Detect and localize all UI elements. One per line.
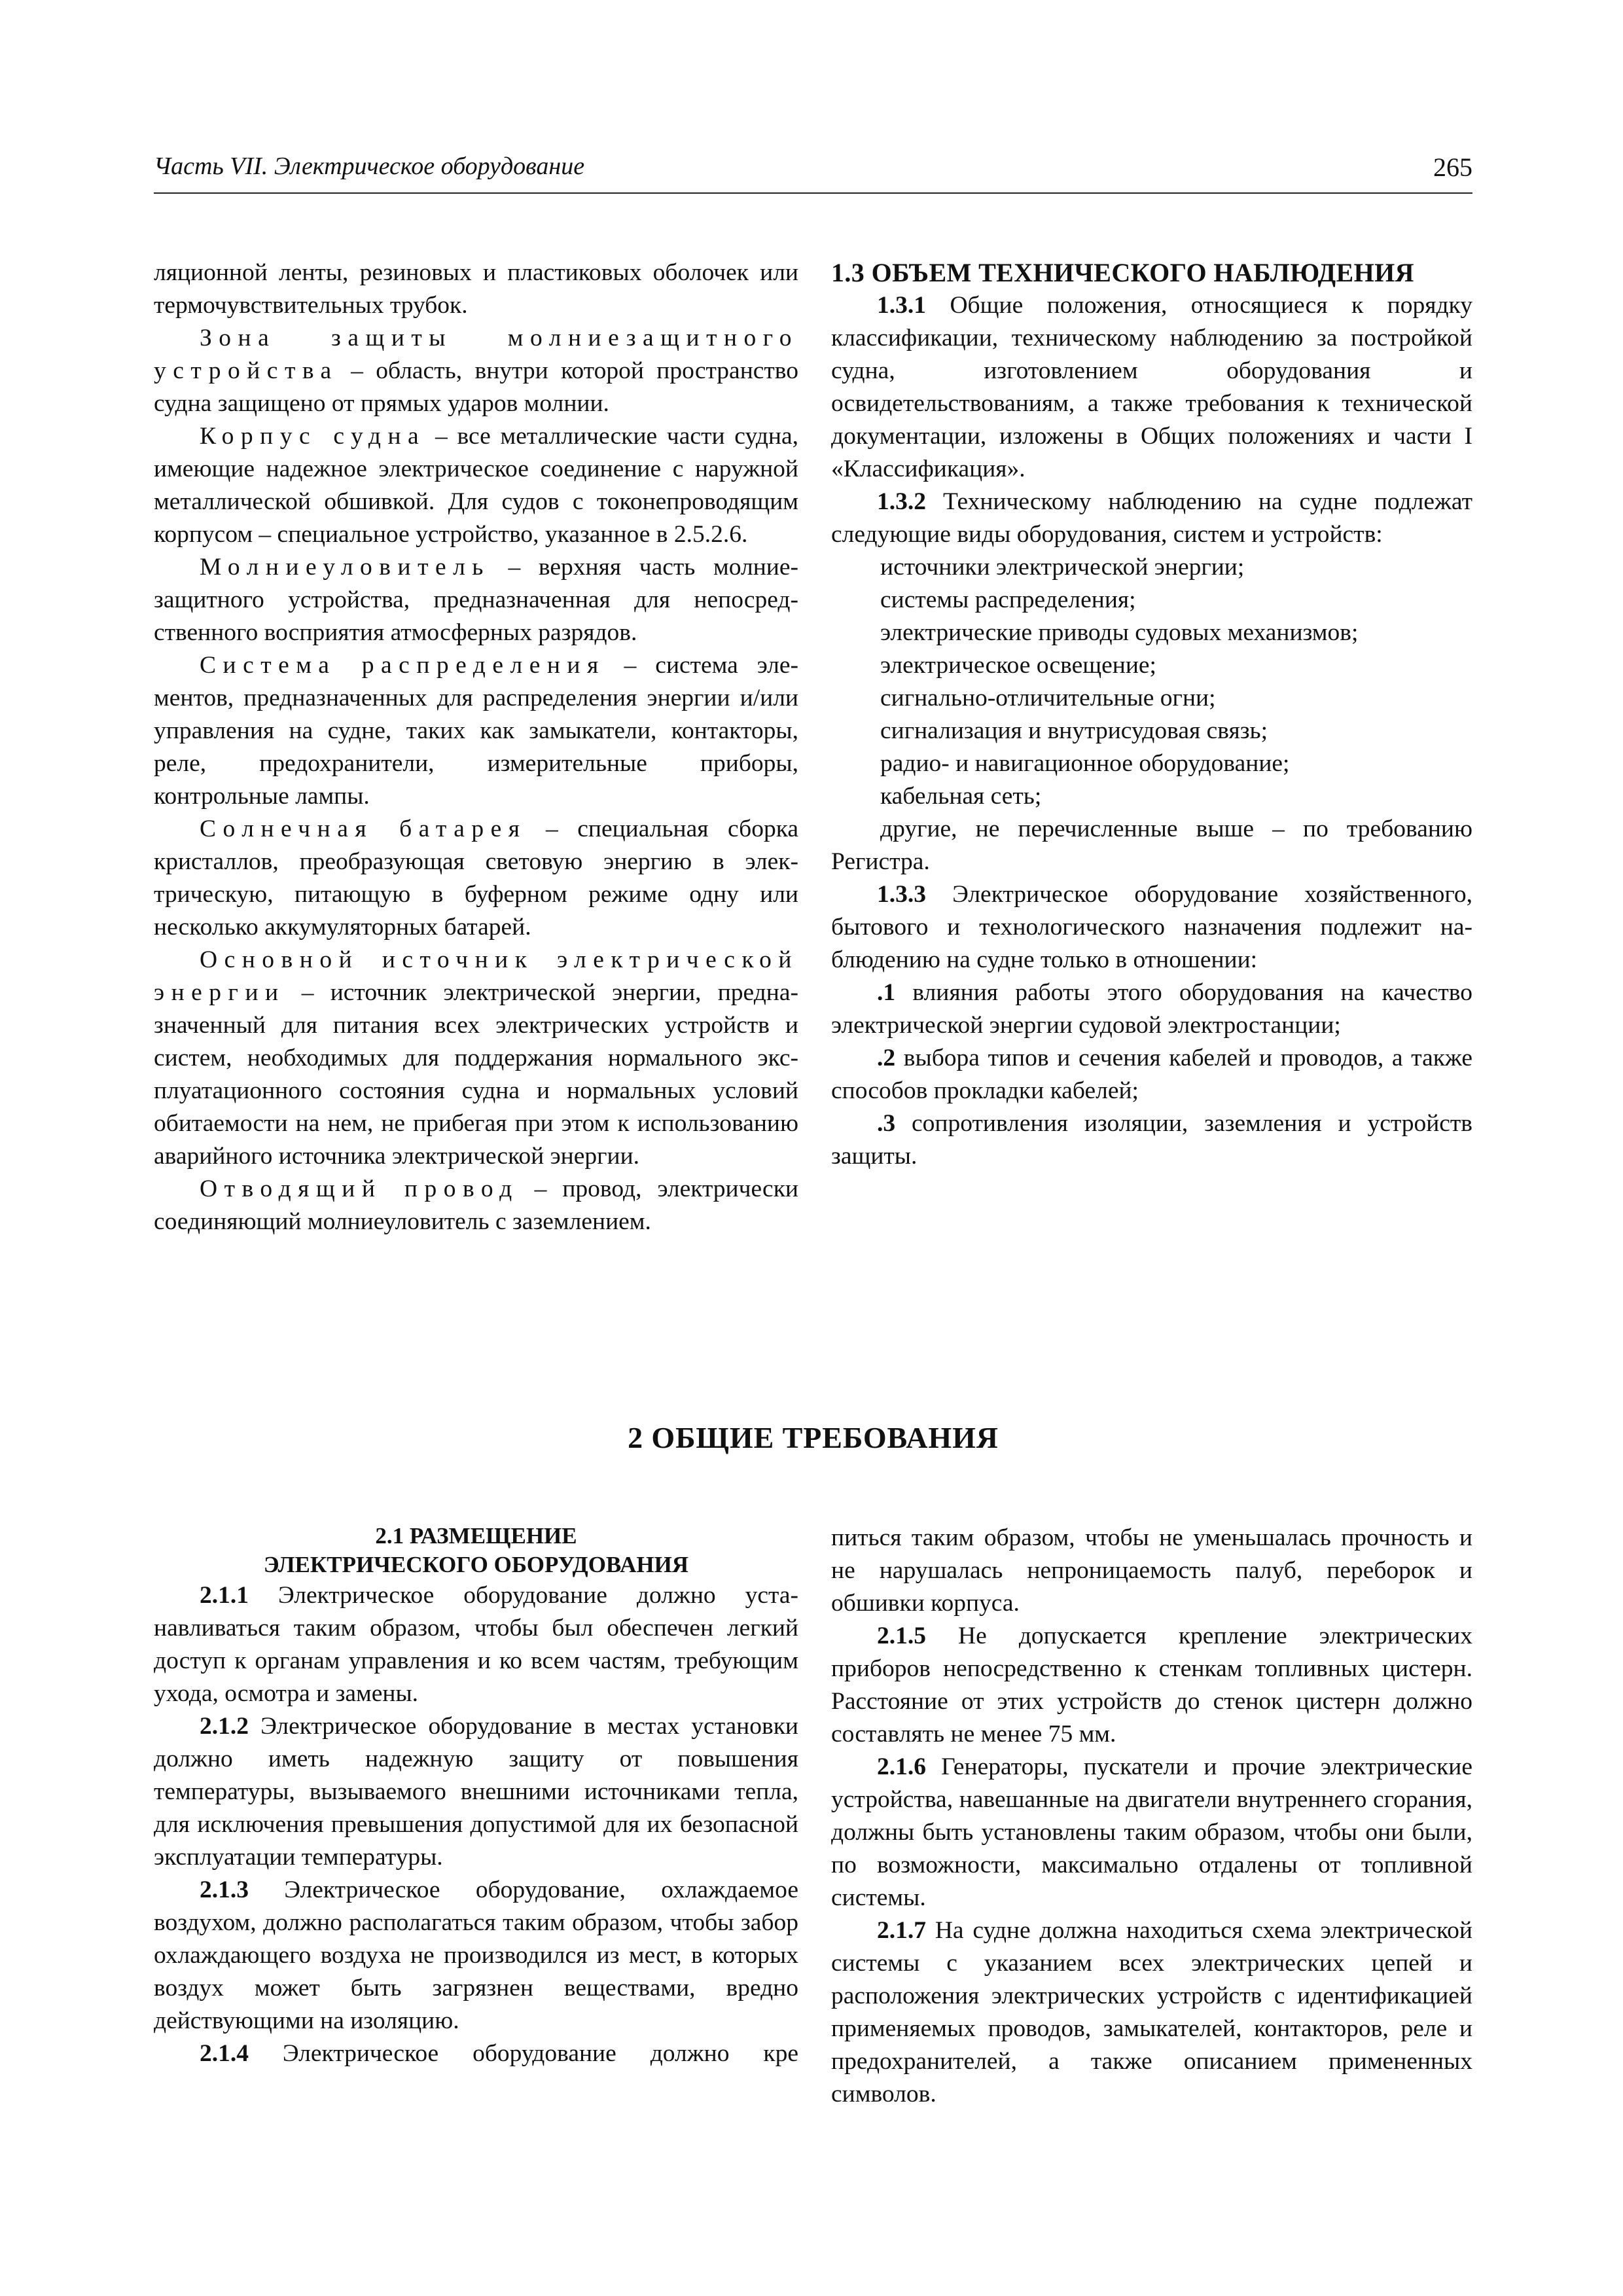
clause-number: 1.3.1 — [877, 292, 926, 319]
paragraph-2-1-7 — [831, 1914, 1472, 2111]
continued-paragraph: ляционной ленты, резиновых и пластиковых оболочек или термочувствительных трубок. — [154, 259, 798, 319]
clause-number: 2.1.1 — [200, 1582, 249, 1609]
list-item: источники электрической энергии; — [880, 554, 1245, 581]
clause-number: 2.1.4 — [200, 2040, 249, 2067]
definition-term: Основной источник электрической энергии — [154, 946, 798, 1006]
subsection-heading-line: 2.1 РАЗМЕЩЕНИЕ — [375, 1523, 577, 1549]
definition — [154, 944, 798, 1173]
definition-term: Зона защиты молниезащитного устройства — [154, 325, 798, 384]
continued-paragraph: питься таким образом, чтобы не уменьшалась прочность и не нарушалась непроницаемость палуб, переборок и обшивки корпуса. — [831, 1524, 1472, 1617]
list-item: электрические приводы судовых механизмов; — [880, 619, 1359, 646]
running-header-title: Часть VII. Электрическое оборудование — [154, 152, 585, 180]
paragraph-2-1-1 — [154, 1579, 798, 1710]
list-item: сигнально-отличительные огни; — [880, 685, 1216, 711]
paragraph-2-1-5 — [831, 1620, 1472, 1751]
clause-number: 1.3.3 — [877, 881, 926, 908]
clause-text: Электрическое оборудование должно кре — [249, 2040, 798, 2067]
paragraph-1-3-3 — [831, 878, 1472, 977]
definition — [154, 551, 798, 649]
clause-text: Техническому наблюдению на судне подлежат следующие виды оборудования, систем и устройств: — [831, 488, 1472, 548]
list-item-last: другие, не перечисленные выше – по требованию Регистра. — [831, 816, 1472, 875]
list-item: радио- и навигационное оборудование; — [880, 750, 1290, 777]
clause-text: Электрическое оборудование хозяйственного, бытового и технологического назначения подлежит наблюдению на судне только в отношении: — [831, 881, 1472, 973]
list-item: электрическое освещение; — [880, 652, 1156, 679]
header-rule — [154, 192, 1472, 194]
clause-number: 2.1.2 — [200, 1713, 249, 1740]
clause-text: На судне должна находиться схема электрической системы с указанием всех электрических цепей и расположения электрических устройств с идентификацией применяемых проводов, замыкателей, контакторов, реле и предохранителей, а также описанием примененных символов. — [831, 1917, 1472, 2108]
sub-item — [831, 1042, 1472, 1107]
definition-term: Отводящий провод — [200, 1175, 519, 1202]
section-2-1-left-column — [154, 1522, 798, 2070]
paragraph-1-3-1 — [831, 289, 1472, 486]
list-item: системы распределения; — [880, 586, 1136, 613]
sub-item — [831, 1107, 1472, 1173]
sub-item — [831, 977, 1472, 1042]
list-item: сигнализация и внутрисудовая связь; — [880, 717, 1268, 744]
definition-text: – область, внутри которой пространство судна защищено от прямых ударов молнии. — [154, 357, 798, 417]
definitions-column — [154, 257, 798, 1238]
paragraph-2-1-6 — [831, 1751, 1472, 1914]
definition-text: – специальная сборка кристаллов, преобразующая световую энергию в электрическую, питающую в буферном режиме одну или несколько аккумуляторных батарей. — [154, 816, 798, 941]
paragraph-1-3-2 — [831, 486, 1472, 551]
clause-text: Электрическое оборудование должно устанавливаться таким образом, чтобы был обеспечен легкий доступ к органам управления и ко всем частям, требующим ухода, осмотра и замены. — [154, 1582, 798, 1707]
section-2-1-right-column — [831, 1522, 1472, 2111]
item-number: .3 — [877, 1110, 896, 1137]
clause-number: 1.3.2 — [877, 488, 926, 515]
definition-term: Корпус судна — [200, 423, 426, 450]
definition — [154, 420, 798, 551]
clause-text: Не допускается крепление электрических приборов непосредственно к стенкам топливных цистерн. Расстояние от этих устройств до стенок цистерн должно составлять не менее 75 мм. — [831, 1623, 1472, 1748]
item-text: сопротивления изоляции, заземления и устройств защиты. — [831, 1110, 1472, 1170]
clause-number: 2.1.5 — [877, 1623, 926, 1649]
subsection-heading-line: ЭЛЕКТРИЧЕСКОГО ОБОРУДОВАНИЯ — [263, 1552, 689, 1577]
clause-text: Генераторы, пускатели и прочие электрические устройства, навешанные на двигатели внутреннего сгорания, должны быть установлены таким образом, чтобы они были, по возможности, максимально отдалены от топливной системы. — [831, 1753, 1472, 1911]
section-1-3-column — [831, 257, 1472, 1173]
definition-text: – источник электрической энергии, предназначенный для питания всех электрических устройств и систем, необходимых для поддержания нормального эксплуатационного состояния судна и нормальных условий обитаемости на нем, не прибегая при этом к использованию аварийного источника электрической энергии. — [154, 979, 798, 1170]
definition-term: Молниеуловитель — [200, 554, 490, 581]
page-number: 265 — [1433, 152, 1472, 182]
list-item: кабельная сеть; — [880, 783, 1042, 810]
item-number: .2 — [877, 1045, 896, 1071]
paragraph-2-1-2 — [154, 1710, 798, 1874]
clause-number: 2.1.6 — [877, 1753, 926, 1780]
definition — [154, 1173, 798, 1238]
paragraph-2-1-3 — [154, 1874, 798, 2037]
definition-text: – система элементов, предназначенных для распределения энергии и/или управления на судне, таких как замыкатели, контакторы, реле, предохранители, измерительные приборы, контрольные лампы. — [154, 652, 798, 810]
item-text: выбора типов и сечения кабелей и проводов, а также способов прокладки кабелей; — [831, 1045, 1472, 1104]
clause-text: Общие положения, относящиеся к порядку классификации, техническому наблюдению за постройкой судна, изготовлением оборудования и освидетельствованиям, а также требования к технической документации, изложены в Общих положениях и части I «Классификация». — [831, 292, 1472, 482]
chapter-heading: 2 ОБЩИЕ ТРЕБОВАНИЯ — [628, 1421, 999, 1454]
definition — [154, 813, 798, 944]
clause-number: 2.1.7 — [877, 1917, 926, 1944]
definition — [154, 649, 798, 813]
section-heading: 1.3 ОБЪЕМ ТЕХНИЧЕСКОГО НАБЛЮДЕНИЯ — [831, 258, 1414, 287]
definition-term: Солнечная батарея — [200, 816, 527, 842]
definition — [154, 322, 798, 420]
definition-text: – провод, электрически соединяющий молниеуловитель с заземлением. — [154, 1175, 798, 1235]
definition-term: Система распределения — [200, 652, 605, 679]
paragraph-2-1-4 — [154, 2037, 798, 2070]
item-text: влияния работы этого оборудования на качество электрической энергии судовой электростанции; — [831, 979, 1472, 1039]
definition-text: – все металлические части судна, имеющие надежное электрическое соединение с наружной металлической обшивкой. Для судов с токонепроводящим корпусом – специальное устройство, указанное в 2.5.2.6. — [154, 423, 799, 548]
clause-text: Электрическое оборудование в местах установки должно иметь надежную защиту от повышения температуры, вызываемого внешними источниками тепла, для исключения превышения допустимой для их безопасной эксплуатации температуры. — [154, 1713, 798, 1871]
item-number: .1 — [877, 979, 896, 1006]
clause-number: 2.1.3 — [200, 1876, 249, 1903]
subsection-heading — [154, 1522, 798, 1579]
definition-text: – верхняя часть молниезащитного устройства, предназначенная для непосредственного восприятия атмосферных разрядов. — [154, 554, 798, 646]
clause-text: Электрическое оборудование, охлаждаемое воздухом, должно располагаться таким образом, чтобы забор охлаждающего воздуха не производился из мест, в которых воздух может быть загрязнен веществами, вредно действующими на изоляцию. — [154, 1876, 798, 2034]
